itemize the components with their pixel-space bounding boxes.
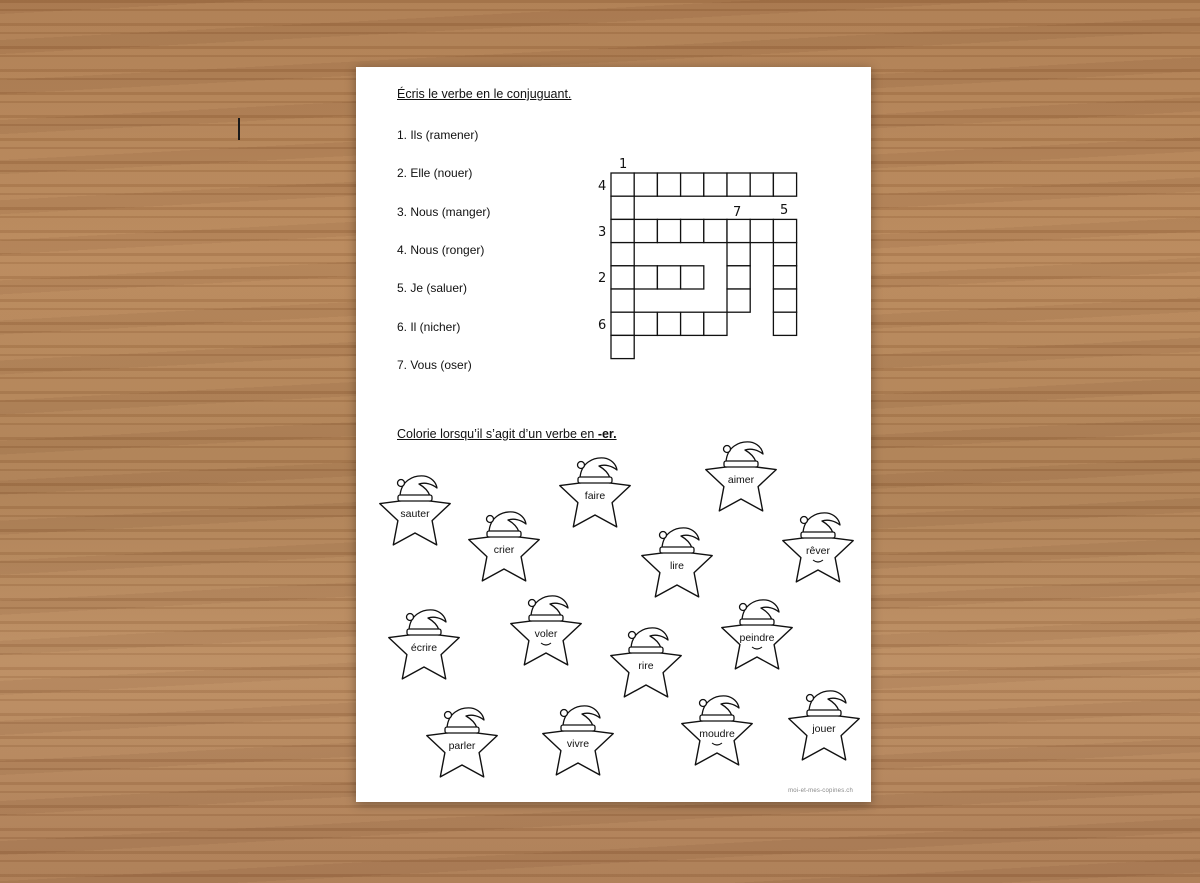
star-item [789, 691, 859, 760]
star-item [427, 708, 497, 777]
crossword-number-7: 7 [733, 205, 742, 220]
exercise-2-title-text: Colorie lorsqu’il s’agit d’un verbe en [397, 427, 598, 441]
crossword-number-5: 5 [780, 203, 789, 218]
verb-label: aimer [727, 474, 755, 486]
crossword-number-2: 2 [598, 271, 607, 286]
santa-hat-icon [724, 442, 764, 467]
worksheet-page [356, 67, 871, 802]
verb-label: faire [584, 490, 606, 502]
santa-hat-icon [700, 696, 740, 721]
verb-label: crier [493, 544, 515, 556]
star-item [783, 513, 853, 582]
star-item [722, 600, 792, 669]
verb-label: moudre [699, 728, 735, 740]
santa-hat-icon [407, 610, 447, 635]
exercise-1-title: Écris le verbe en le conjuguant. [397, 87, 572, 101]
watermark: moi-et-mes-copines.ch [788, 788, 853, 794]
text-cursor [238, 118, 240, 140]
clue-4: 4. Nous (ronger) [397, 243, 485, 257]
verb-label: peindre [739, 632, 775, 644]
star-item [543, 706, 613, 775]
star-item [389, 610, 459, 679]
verb-label: lire [669, 560, 685, 572]
clue-7: 7. Vous (oser) [397, 358, 472, 372]
verb-label: vivre [566, 738, 590, 750]
santa-hat-icon [629, 628, 669, 653]
santa-hat-icon [561, 706, 601, 731]
star-item [642, 528, 712, 597]
verb-label: parler [448, 740, 476, 752]
verb-label: sauter [400, 508, 430, 520]
santa-hat-icon [487, 512, 527, 537]
clue-2: 2. Elle (nouer) [397, 166, 473, 180]
santa-hat-icon [801, 513, 841, 538]
santa-hat-icon [529, 596, 569, 621]
santa-hat-icon [445, 708, 485, 733]
clue-6: 6. Il (nicher) [397, 320, 461, 334]
crossword-number-6: 6 [598, 318, 607, 333]
star-item [511, 596, 581, 665]
verb-label: voler [534, 628, 558, 640]
star-item [469, 512, 539, 581]
santa-hat-icon [398, 476, 438, 501]
santa-hat-icon [660, 528, 700, 553]
exercise-2-title-bold: -er. [597, 427, 617, 441]
star-item [560, 458, 630, 527]
verb-label: écrire [410, 642, 438, 654]
star-item [611, 628, 681, 697]
clue-3: 3. Nous (manger) [397, 205, 491, 219]
verb-label: jouer [812, 723, 836, 735]
verb-label: rêver [806, 545, 830, 557]
verb-label: rire [638, 660, 654, 672]
santa-hat-icon [578, 458, 618, 483]
clue-5: 5. Je (saluer) [397, 281, 468, 295]
star-item [706, 442, 776, 511]
santa-hat-icon [807, 691, 847, 716]
star-item [682, 696, 752, 765]
star-field [356, 67, 871, 802]
crossword-number-3: 3 [598, 225, 607, 240]
crossword-number-4: 4 [598, 179, 607, 194]
santa-hat-icon [740, 600, 780, 625]
clue-1: 1. Ils (ramener) [397, 128, 479, 142]
crossword-number-1: 1 [619, 157, 628, 172]
star-item [380, 476, 450, 545]
